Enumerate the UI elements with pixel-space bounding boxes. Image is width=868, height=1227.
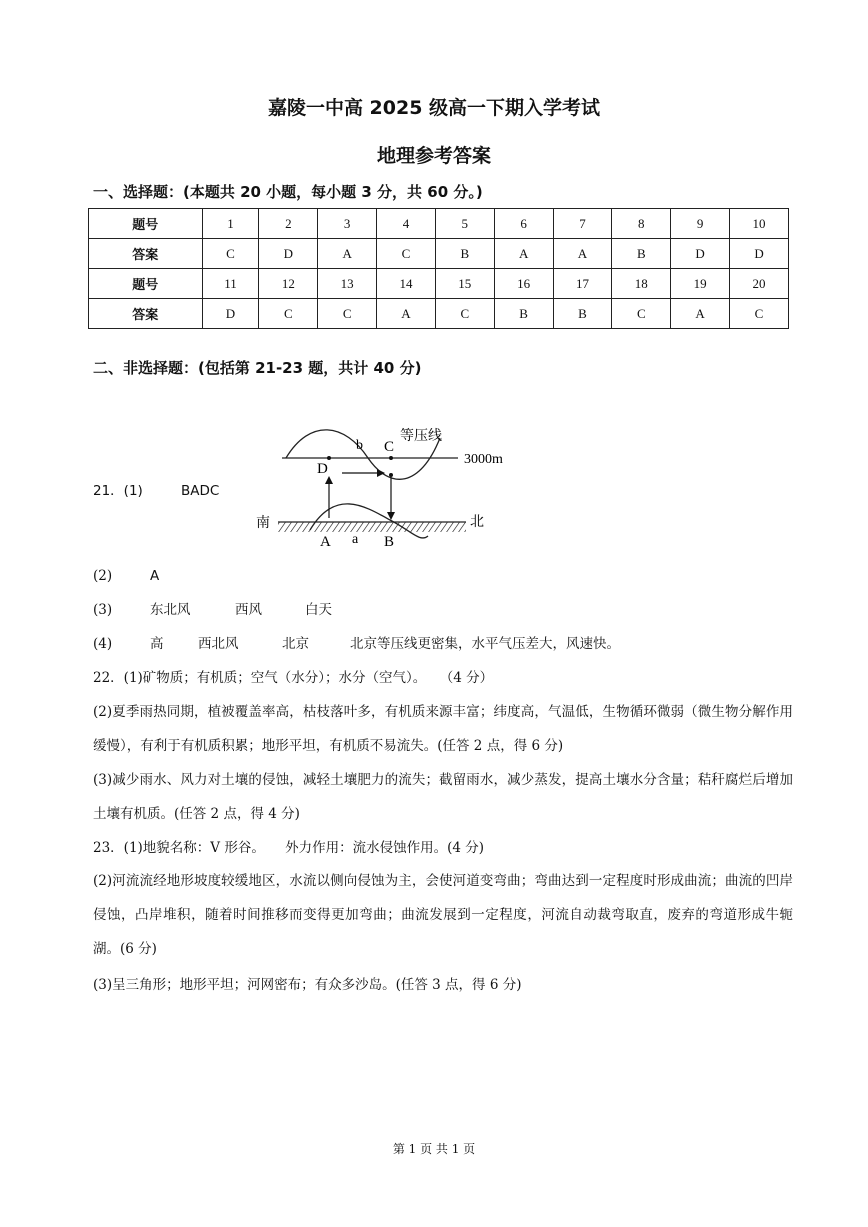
table-row <box>89 209 789 239</box>
table-cell: A <box>671 299 730 329</box>
label-b-lower: b <box>356 438 363 453</box>
table-cell: C <box>435 299 494 329</box>
table-cell: 9 <box>671 209 730 239</box>
label-d: D <box>317 461 328 477</box>
table-row <box>89 269 789 299</box>
table-cell: D <box>730 239 789 269</box>
table-cell: D <box>259 239 318 269</box>
table-cell: 16 <box>494 269 553 299</box>
table-cell: 1 <box>202 209 259 239</box>
q21-part3 <box>93 600 332 620</box>
row-header: 题号 <box>89 209 203 239</box>
table-cell: A <box>318 239 377 269</box>
q21-part2 <box>93 566 159 586</box>
pressure-circulation-diagram <box>250 418 520 553</box>
page-title: 嘉陵一中高 2025 级高一下期入学考试 <box>267 97 601 119</box>
q21-answer2: A <box>150 568 160 584</box>
table-cell: D <box>202 299 259 329</box>
point-c <box>389 456 393 460</box>
q21-part4 <box>93 634 620 654</box>
q21-part3-number: (3) <box>93 602 113 618</box>
row-header: 题号 <box>89 269 203 299</box>
table-cell: 7 <box>553 209 612 239</box>
label-north: 北 <box>470 515 484 530</box>
table-cell: B <box>553 299 612 329</box>
table-cell: A <box>553 239 612 269</box>
table-cell: A <box>377 299 436 329</box>
table-cell: D <box>671 239 730 269</box>
table-cell: 3 <box>318 209 377 239</box>
label-south: 南 <box>256 516 270 531</box>
table-cell: 11 <box>202 269 259 299</box>
table-cell: 17 <box>553 269 612 299</box>
table-row <box>89 299 789 329</box>
q21-answer3-b: 西风 <box>235 602 262 618</box>
table-cell: 4 <box>377 209 436 239</box>
q21-number: 21．(1) <box>93 483 143 499</box>
page-footer: 第 1 页 共 1 页 <box>392 1142 476 1156</box>
q21-part4-number: (4) <box>93 636 113 652</box>
q21-answer4-b: 西北风 <box>198 636 239 652</box>
table-cell: B <box>435 239 494 269</box>
point-d <box>327 456 331 460</box>
row-header: 答案 <box>89 299 203 329</box>
table-cell: 18 <box>612 269 671 299</box>
table-cell: 13 <box>318 269 377 299</box>
table-cell: 2 <box>259 209 318 239</box>
q21-part2-number: (2) <box>93 568 113 584</box>
q22-part2: (2)夏季雨热同期，植被覆盖率高，枯枝落叶多，有机质来源丰富；纬度高，气温低，生物循环微弱（微生物分解作用缓慢），有利于有机质积累；地形平坦，有机质不易流失。(任答 2 点，得 6 分) <box>93 704 793 754</box>
q22-part3: (3)减少雨水、风力对土壤的侵蚀，减轻土壤肥力的流失；截留雨水，减少蒸发，提高土壤水分含量；秸秆腐烂后增加土壤有机质。(任答 2 点，得 4 分) <box>93 772 793 822</box>
table-cell: 14 <box>377 269 436 299</box>
table-cell: 8 <box>612 209 671 239</box>
table-cell: B <box>494 299 553 329</box>
table-cell: 19 <box>671 269 730 299</box>
table-cell: C <box>202 239 259 269</box>
q21-answer3-a: 东北风 <box>150 602 191 618</box>
label-b-upper: B <box>384 534 395 550</box>
q23-part2: (2)河流流经地形坡度较缓地区，水流以侧向侵蚀为主，会使河道变弯曲；弯曲达到一定程度时形成曲流；曲流的凹岸侵蚀，凸岸堆积，随着时间推移而变得更加弯曲；曲流发展到一定程度，河流自动裁弯取直，废弃的弯道形成牛轭湖。(6 分) <box>93 873 793 957</box>
table-cell: C <box>377 239 436 269</box>
table-row <box>89 239 789 269</box>
row-header: 答案 <box>89 239 203 269</box>
surface-isobar-curve <box>310 504 428 538</box>
table-cell: A <box>494 239 553 269</box>
answer-table <box>88 208 789 329</box>
height-label: 3000m <box>464 452 503 467</box>
label-a-upper: A <box>320 534 331 550</box>
table-cell: C <box>318 299 377 329</box>
q21-answer3-c: 白天 <box>305 602 332 618</box>
q23-part3: (3)呈三角形；地形平坦；河网密布；有众多沙岛。(任答 3 点，得 6 分) <box>93 977 522 993</box>
label-a-lower: a <box>352 532 359 547</box>
table-cell: 5 <box>435 209 494 239</box>
q21-answer1: BADC <box>181 483 220 499</box>
table-cell: 10 <box>730 209 789 239</box>
table-cell: C <box>259 299 318 329</box>
ground-hatch <box>278 522 466 532</box>
table-cell: 15 <box>435 269 494 299</box>
q21-answer4-a: 高 <box>150 636 164 652</box>
section-heading-nonchoice: 二、非选择题：(包括第 21-23 题，共计 40 分) <box>93 359 422 377</box>
q21-answer4-d: 北京等压线更密集，水平气压差大，风速快。 <box>350 636 620 652</box>
q21-answer4-c: 北京 <box>282 636 309 652</box>
table-cell: C <box>612 299 671 329</box>
q22-part1: 22．(1)矿物质；有机质；空气（水分）；水分（空气）。 （4 分） <box>93 670 494 686</box>
section-heading-choice: 一、选择题：(本题共 20 小题，每小题 3 分，共 60 分。) <box>93 183 483 201</box>
table-cell: 6 <box>494 209 553 239</box>
label-c: C <box>384 439 395 455</box>
page-subtitle: 地理参考答案 <box>376 145 491 167</box>
table-cell: 12 <box>259 269 318 299</box>
q21-part1 <box>93 481 219 501</box>
q23-part1: 23．(1)地貌名称：V 形谷。 外力作用：流水侵蚀作用。(4 分) <box>93 840 485 856</box>
point-upper-b <box>389 473 393 477</box>
table-cell: C <box>730 299 789 329</box>
table-cell: B <box>612 239 671 269</box>
table-cell: 20 <box>730 269 789 299</box>
isobar-label: 等压线 <box>400 429 442 444</box>
